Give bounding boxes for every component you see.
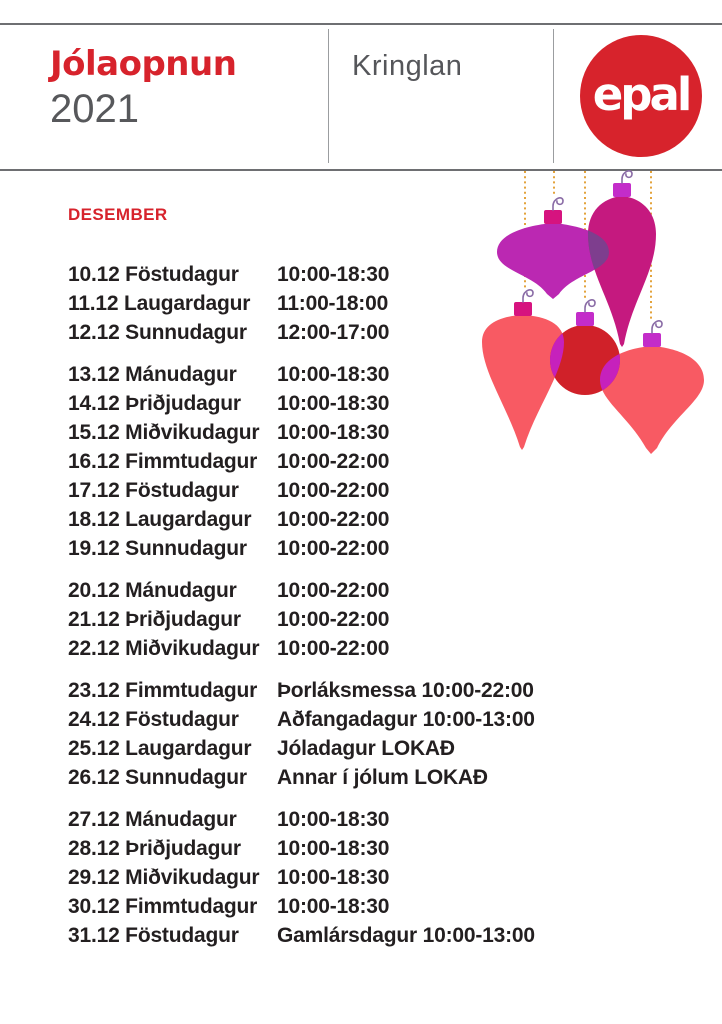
date-day-label: 23.12 Fimmtudagur — [68, 679, 258, 702]
ornament-pink-teardrop — [588, 196, 656, 347]
schedule-group — [68, 360, 548, 563]
date-day-label: 17.12 Föstudagur — [68, 479, 239, 502]
schedule-row — [68, 289, 548, 318]
schedule-group — [68, 805, 548, 950]
schedule-groups — [68, 260, 548, 950]
ornament-cap — [613, 183, 631, 197]
hours-label: 10:00-18:30 — [277, 866, 390, 889]
schedule-row — [68, 534, 548, 563]
date-day-label: 29.12 Miðvikudagur — [68, 866, 260, 889]
month-heading: DESEMBER — [68, 205, 168, 224]
date-day-label: 12.12 Sunnudagur — [68, 321, 247, 344]
epal-logo-text: epal — [592, 67, 690, 121]
date-day-label: 24.12 Föstudagur — [68, 708, 239, 731]
schedule-group — [68, 260, 548, 347]
date-day-label: 21.12 Þriðjudagur — [68, 608, 241, 631]
date-day-label: 25.12 Laugardagur — [68, 737, 252, 760]
date-day-label: 28.12 Þriðjudagur — [68, 837, 241, 860]
hours-label: 10:00-22:00 — [277, 579, 390, 602]
schedule-row — [68, 734, 548, 763]
hours-label: Jóladagur LOKAÐ — [277, 737, 455, 760]
hours-label: Þorláksmessa 10:00-22:00 — [277, 679, 534, 702]
hours-label: 11:00-18:00 — [277, 292, 389, 315]
date-day-label: 18.12 Laugardagur — [68, 508, 252, 531]
hours-label: 10:00-22:00 — [277, 450, 390, 473]
schedule-row — [68, 476, 548, 505]
schedule-row — [68, 921, 548, 950]
poster-year: 2021 — [50, 87, 139, 131]
schedule-row — [68, 605, 548, 634]
poster-title: Jólaopnun — [50, 44, 237, 84]
store-location-label: Kringlan — [352, 50, 463, 82]
schedule-row — [68, 705, 548, 734]
hours-label: Gamlársdagur 10:00-13:00 — [277, 924, 535, 947]
hours-label: 12:00-17:00 — [277, 321, 390, 344]
date-day-label: 26.12 Sunnudagur — [68, 766, 247, 789]
date-day-label: 11.12 Laugardagur — [68, 292, 251, 315]
date-day-label: 19.12 Sunnudagur — [68, 537, 247, 560]
date-day-label: 22.12 Miðvikudagur — [68, 637, 260, 660]
epal-logo — [580, 35, 702, 157]
hours-label: 10:00-18:30 — [277, 263, 390, 286]
date-day-label: 15.12 Miðvikudagur — [68, 421, 260, 444]
hours-label: 10:00-18:30 — [277, 895, 390, 918]
schedule-row — [68, 676, 548, 705]
schedule-row — [68, 389, 548, 418]
schedule-row — [68, 260, 548, 289]
hours-label: 10:00-22:00 — [277, 608, 390, 631]
schedule-group — [68, 576, 548, 663]
hours-label: 10:00-22:00 — [277, 537, 390, 560]
schedule-row — [68, 892, 548, 921]
ornament-hook-icon — [652, 321, 662, 333]
header-top-rule — [0, 23, 722, 25]
header-divider-left — [328, 29, 329, 163]
hours-label: 10:00-18:30 — [277, 392, 390, 415]
schedule-row — [68, 505, 548, 534]
schedule-row — [68, 447, 548, 476]
schedule-row — [68, 763, 548, 792]
hours-label: 10:00-22:00 — [277, 479, 390, 502]
hours-label: 10:00-18:30 — [277, 421, 390, 444]
hours-label: 10:00-22:00 — [277, 637, 390, 660]
schedule-row — [68, 634, 548, 663]
header-divider-right — [553, 29, 554, 163]
date-day-label: 31.12 Föstudagur — [68, 924, 239, 947]
ornament-hook-icon — [553, 198, 563, 210]
schedule-row — [68, 318, 548, 347]
date-day-label: 13.12 Mánudagur — [68, 363, 237, 386]
schedule-row — [68, 360, 548, 389]
date-day-label: 27.12 Mánudagur — [68, 808, 237, 831]
date-day-label: 14.12 Þriðjudagur — [68, 392, 241, 415]
ornament-cap — [576, 312, 594, 326]
schedule-row — [68, 863, 548, 892]
hours-label: Annar í jólum LOKAÐ — [277, 766, 488, 789]
hours-label: Aðfangadagur 10:00-13:00 — [277, 708, 535, 731]
schedule-row — [68, 418, 548, 447]
hours-label: 10:00-18:30 — [277, 363, 390, 386]
date-day-label: 30.12 Fimmtudagur — [68, 895, 258, 918]
ornament-hook-icon — [585, 300, 595, 312]
schedule-row — [68, 576, 548, 605]
schedule-group — [68, 676, 548, 792]
date-day-label: 16.12 Fimmtudagur — [68, 450, 258, 473]
schedule-row — [68, 834, 548, 863]
hours-label: 10:00-18:30 — [277, 808, 390, 831]
date-day-label: 20.12 Mánudagur — [68, 579, 237, 602]
ornament-hook-icon — [622, 171, 632, 183]
hours-label: 10:00-22:00 — [277, 508, 390, 531]
ornament-cap — [643, 333, 661, 347]
schedule-row — [68, 805, 548, 834]
hours-label: 10:00-18:30 — [277, 837, 390, 860]
opening-hours-schedule — [68, 205, 548, 950]
date-day-label: 10.12 Föstudagur — [68, 263, 239, 286]
